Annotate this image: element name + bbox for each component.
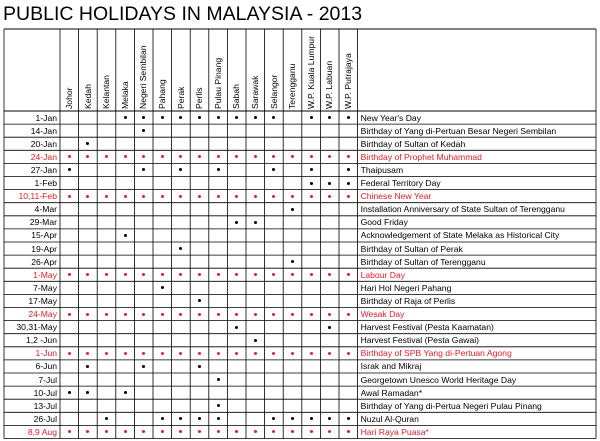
holiday-mark <box>310 352 313 355</box>
row-date: 1,2 -Jun <box>25 335 57 346</box>
holiday-mark <box>254 313 257 316</box>
column-header-state: W.P. Labuan <box>324 60 335 109</box>
row-date: 7-May <box>33 282 57 293</box>
holiday-mark <box>310 182 313 185</box>
holiday-mark <box>217 273 220 276</box>
row-date: 1-May <box>33 269 57 280</box>
row-holiday-name: Installation Anniversary of State Sultan of Terengganu <box>360 204 565 215</box>
holiday-mark <box>254 195 257 198</box>
holiday-mark <box>347 182 350 185</box>
row-holiday-name: New Year's Day <box>360 112 421 123</box>
holiday-mark <box>68 391 71 394</box>
row-holiday-name: Good Friday <box>360 217 408 228</box>
row-date: 20-Jan <box>30 138 57 149</box>
holiday-mark <box>328 182 331 185</box>
column-header-state: Perak <box>175 86 186 109</box>
row-holiday-name: Israk and Mikraj <box>360 361 422 372</box>
column-header-state: Perlis <box>194 87 205 109</box>
row-holiday-name: Birthday of SPB Yang di-Pertuan Agong <box>360 348 512 359</box>
row-holiday-name: Birthday of Prophet Muhammad <box>360 151 482 162</box>
holiday-mark <box>328 326 331 329</box>
row-date: 8,9 Aug <box>27 426 57 437</box>
holiday-mark <box>124 391 127 394</box>
holiday-mark <box>68 313 71 316</box>
holiday-mark <box>291 208 294 211</box>
holiday-mark <box>161 352 164 355</box>
holiday-mark <box>235 313 238 316</box>
row-date: 6-Jun <box>35 361 57 372</box>
holiday-mark <box>217 116 220 119</box>
column-header-state: Terengganu <box>287 63 298 109</box>
holiday-mark <box>347 313 350 316</box>
holiday-mark <box>328 313 331 316</box>
holiday-mark <box>161 195 164 198</box>
column-header-state: Sabah <box>231 84 242 109</box>
column-header-state: Pahang <box>157 79 167 109</box>
holiday-mark <box>217 313 220 316</box>
row-date: 4-Mar <box>34 204 57 215</box>
holiday-mark <box>217 404 220 407</box>
holiday-mark <box>198 195 201 198</box>
holiday-mark <box>198 313 201 316</box>
row-date: 15-Apr <box>31 230 57 241</box>
holiday-mark <box>347 352 350 355</box>
holiday-mark <box>328 195 331 198</box>
row-holiday-name: Wesak Day <box>360 309 405 319</box>
holiday-mark <box>310 273 313 276</box>
holiday-mark <box>68 195 71 198</box>
holiday-mark <box>142 313 145 316</box>
holiday-mark <box>124 234 127 237</box>
holiday-mark <box>254 221 257 224</box>
row-date: 14-Jan <box>30 125 57 136</box>
holiday-mark <box>105 352 108 355</box>
column-header-state: W.P. Kuala Lumpur <box>305 36 316 109</box>
row-holiday-name: Awal Ramadan* <box>360 387 423 398</box>
holiday-mark <box>124 195 127 198</box>
row-holiday-name: Federal Territory Day <box>360 178 441 188</box>
row-date: 1-Jun <box>35 348 57 359</box>
holiday-mark <box>291 352 294 355</box>
holiday-mark <box>161 116 164 119</box>
row-date: 26-Apr <box>31 256 57 267</box>
holiday-mark <box>105 313 108 316</box>
row-date: 19-Apr <box>31 243 57 254</box>
row-holiday-name: Labour Day <box>360 269 406 280</box>
holiday-mark <box>217 195 220 198</box>
holiday-mark <box>310 195 313 198</box>
row-date: 30,31-May <box>16 322 57 333</box>
column-header-state: Kelantan <box>101 75 112 109</box>
row-holiday-name: Birthday of Sultan of Terengganu <box>360 256 486 267</box>
holiday-mark <box>291 313 294 316</box>
row-date: 24-Jan <box>30 151 57 162</box>
holiday-mark <box>124 273 127 276</box>
holiday-mark <box>124 352 127 355</box>
holiday-mark <box>124 313 127 316</box>
row-holiday-name: Birthday of Sultan of Kedah <box>360 138 466 149</box>
holiday-mark <box>254 339 257 342</box>
row-date: 17-May <box>28 295 57 306</box>
row-date: 7-Jul <box>38 374 57 385</box>
row-holiday-name: Hari Hol Negeri Pahang <box>360 282 452 293</box>
column-header-state: Selangor <box>268 74 279 109</box>
row-holiday-name: Hari Raya Puasa* <box>360 426 429 437</box>
row-holiday-name: Chinese New Year <box>360 191 432 202</box>
holiday-mark <box>198 365 201 368</box>
row-date: 13-Jul <box>33 400 57 411</box>
row-holiday-name: Harvest Festival (Pesta Gawai) <box>360 335 480 346</box>
holiday-mark <box>68 352 71 355</box>
row-holiday-name: Birthday of Sultan of Perak <box>360 243 463 254</box>
row-holiday-name: Thaipusam <box>360 164 404 175</box>
holiday-mark <box>347 116 350 119</box>
row-date: 24-May <box>28 309 57 319</box>
holiday-mark <box>291 195 294 198</box>
row-holiday-name: Nuzul Al-Quran <box>360 413 419 424</box>
row-holiday-name: Acknowledgement of State Melaka as Historical City <box>360 230 560 241</box>
holiday-mark <box>235 326 238 329</box>
row-date: 10-Jul <box>33 387 57 398</box>
holiday-mark <box>254 352 257 355</box>
holiday-mark <box>105 195 108 198</box>
column-header-state: Kedah <box>82 84 93 109</box>
holiday-mark <box>142 195 145 198</box>
holiday-mark <box>198 352 201 355</box>
holiday-mark <box>310 116 313 119</box>
page-title: PUBLIC HOLIDAYS IN MALAYSIA - 2013 <box>3 3 363 25</box>
column-header-state: Melaka <box>119 81 130 109</box>
column-header-state: Sarawak <box>250 75 260 109</box>
row-date: 10,11-Feb <box>18 191 57 202</box>
column-header-state: Johor <box>64 87 74 109</box>
holiday-mark <box>254 116 257 119</box>
holiday-mark <box>217 378 220 381</box>
holiday-mark <box>124 116 127 119</box>
row-date: 1-Jan <box>35 112 57 123</box>
row-date: 26-Jul <box>33 413 57 424</box>
holiday-mark <box>217 352 220 355</box>
row-holiday-name: Birthday of Raja of Perlis <box>360 295 456 306</box>
row-holiday-name: Georgetown Unesco World Heritage Day <box>360 374 517 385</box>
row-holiday-name: Birthday of Yang di-Pertua Negeri Pulau Pinang <box>360 400 542 411</box>
row-date: 29-Mar <box>29 217 57 228</box>
holiday-mark <box>347 195 350 198</box>
holiday-mark <box>161 313 164 316</box>
row-date: 27-Jan <box>30 164 57 175</box>
row-holiday-name: Harvest Festival (Pesta Kaamatan) <box>360 322 494 333</box>
column-header-state: W.P. Putrajaya <box>343 53 353 109</box>
row-holiday-name: Birthday of Yang di-Pertuan Besar Negeri Sembilan <box>360 125 557 136</box>
column-header-state: Pulau Pinang <box>212 57 223 109</box>
holiday-mark <box>310 313 313 316</box>
row-date: 1-Feb <box>34 178 57 188</box>
column-header-state: Negeri Sembilan <box>138 45 149 109</box>
holiday-mark <box>235 195 238 198</box>
